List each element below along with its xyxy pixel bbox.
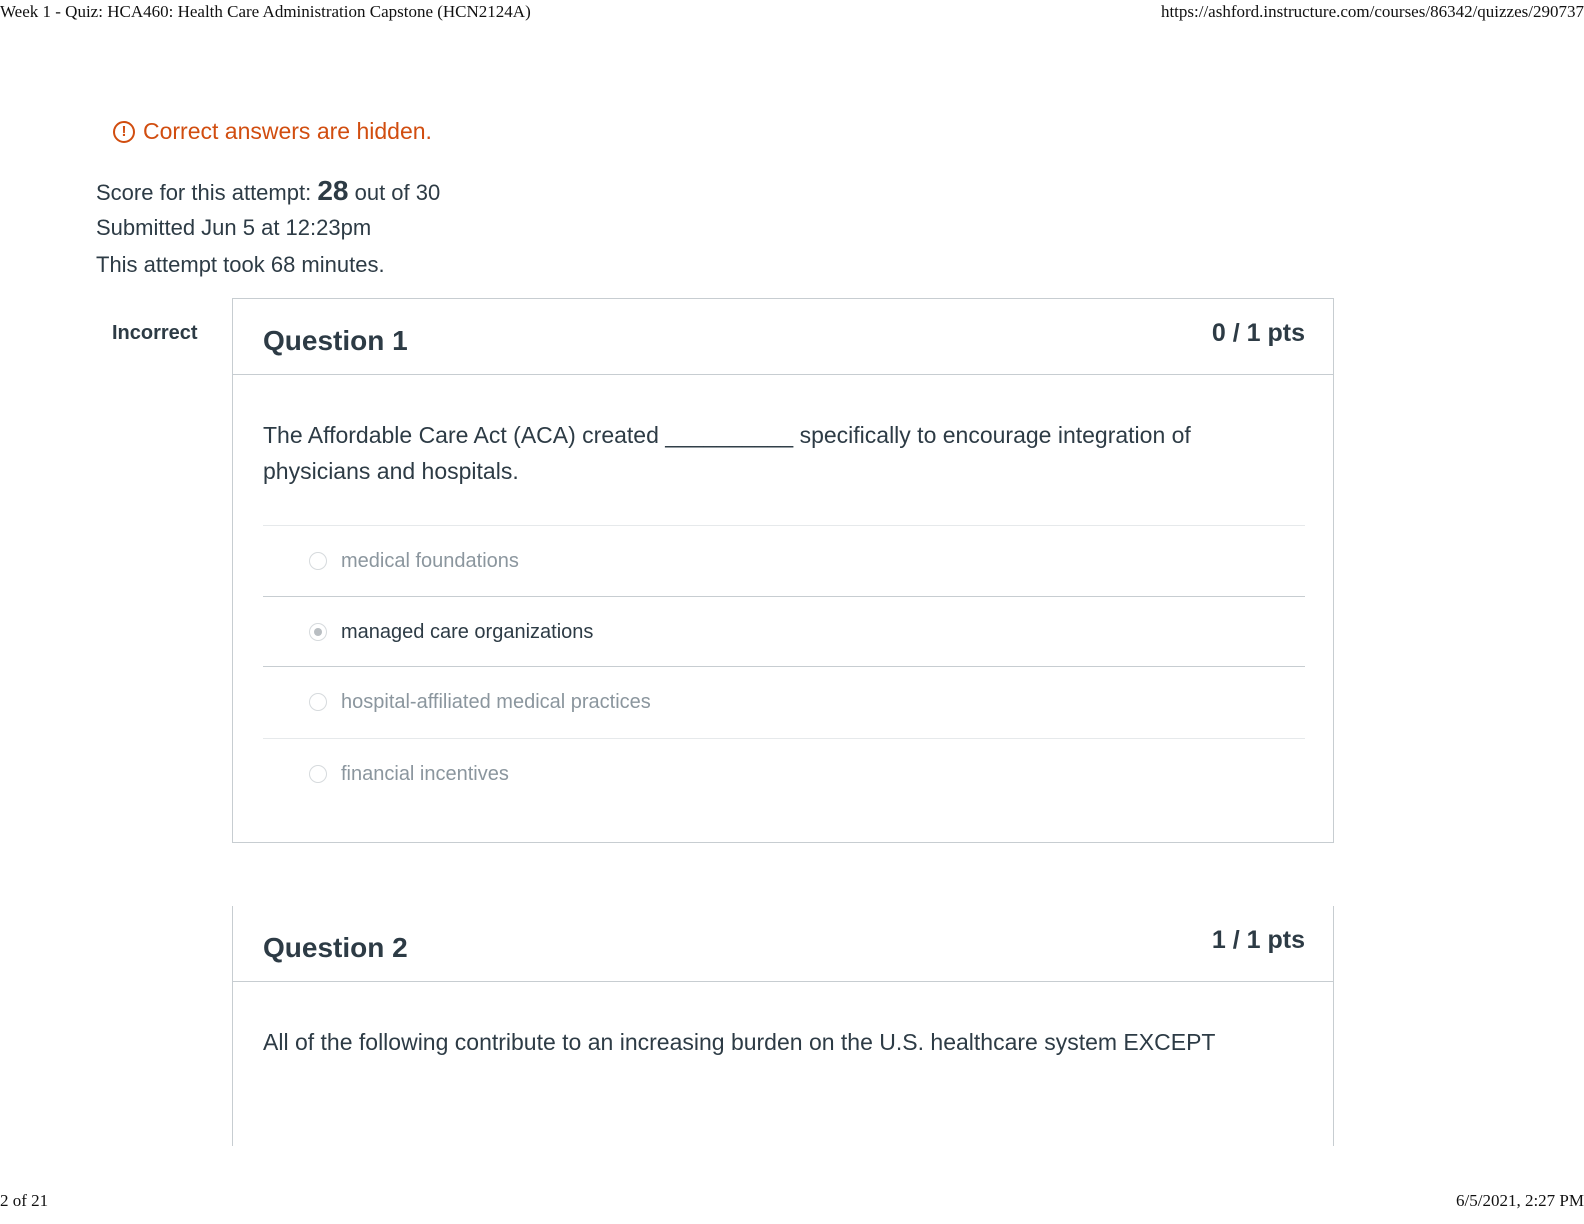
- question-1-title: Question 1: [263, 325, 408, 356]
- question-2: [232, 906, 1334, 1146]
- print-header: [0, 2, 1584, 24]
- score-line: [96, 172, 440, 209]
- submitted-line: Submitted Jun 5 at 12:23pm: [96, 215, 372, 240]
- duration-line: This attempt took 68 minutes.: [96, 252, 385, 277]
- question-2-text: All of the following contribute to an increasing burden on the U.S. healthcare system EXCEPT: [263, 1029, 1216, 1055]
- notice-text: Correct answers are hidden.: [143, 118, 432, 144]
- answer-option[interactable]: [263, 667, 1305, 738]
- score-value: 28: [317, 175, 349, 206]
- radio-button-selected[interactable]: [309, 623, 327, 641]
- answer-option[interactable]: [263, 525, 1305, 596]
- question-1-status-label: Incorrect: [112, 322, 198, 344]
- print-datetime: 6/5/2021, 2:27 PM: [1456, 1191, 1584, 1210]
- warning-circle-icon: !: [113, 121, 135, 143]
- print-page-url: https://ashford.instructure.com/courses/86342/quizzes/290737: [1160, 2, 1584, 21]
- correct-answers-hidden-notice: [113, 118, 432, 145]
- question-1: [232, 298, 1334, 843]
- print-footer: [0, 1191, 1584, 1213]
- answer-label: hospital-affiliated medical practices: [341, 691, 651, 713]
- score-prefix: Score for this attempt:: [96, 180, 312, 205]
- question-2-header: [233, 906, 1333, 982]
- answer-label: managed care organizations: [341, 621, 594, 643]
- print-page-number: 2 of 21: [0, 1191, 49, 1210]
- question-1-answers: [263, 525, 1305, 809]
- attempt-summary: [96, 172, 440, 283]
- question-1-header: [233, 299, 1333, 375]
- answer-option[interactable]: [263, 738, 1305, 809]
- question-1-points: 0 / 1 pts: [1211, 319, 1305, 347]
- radio-button[interactable]: [309, 765, 327, 783]
- answer-label: financial incentives: [341, 763, 509, 785]
- answer-label: medical foundations: [341, 550, 519, 572]
- question-1-text: The Affordable Care Act (ACA) created __________ specifically to encourage integration of physicians and hospitals.: [263, 422, 1191, 484]
- question-2-points: 1 / 1 pts: [1211, 926, 1305, 954]
- question-2-title: Question 2: [263, 932, 408, 963]
- print-page-title: Week 1 - Quiz: HCA460: Health Care Administration Capstone (HCN2124A): [0, 2, 531, 21]
- radio-button[interactable]: [309, 693, 327, 711]
- score-suffix: out of 30: [354, 180, 441, 205]
- answer-option-selected[interactable]: [263, 596, 1305, 667]
- radio-button[interactable]: [309, 552, 327, 570]
